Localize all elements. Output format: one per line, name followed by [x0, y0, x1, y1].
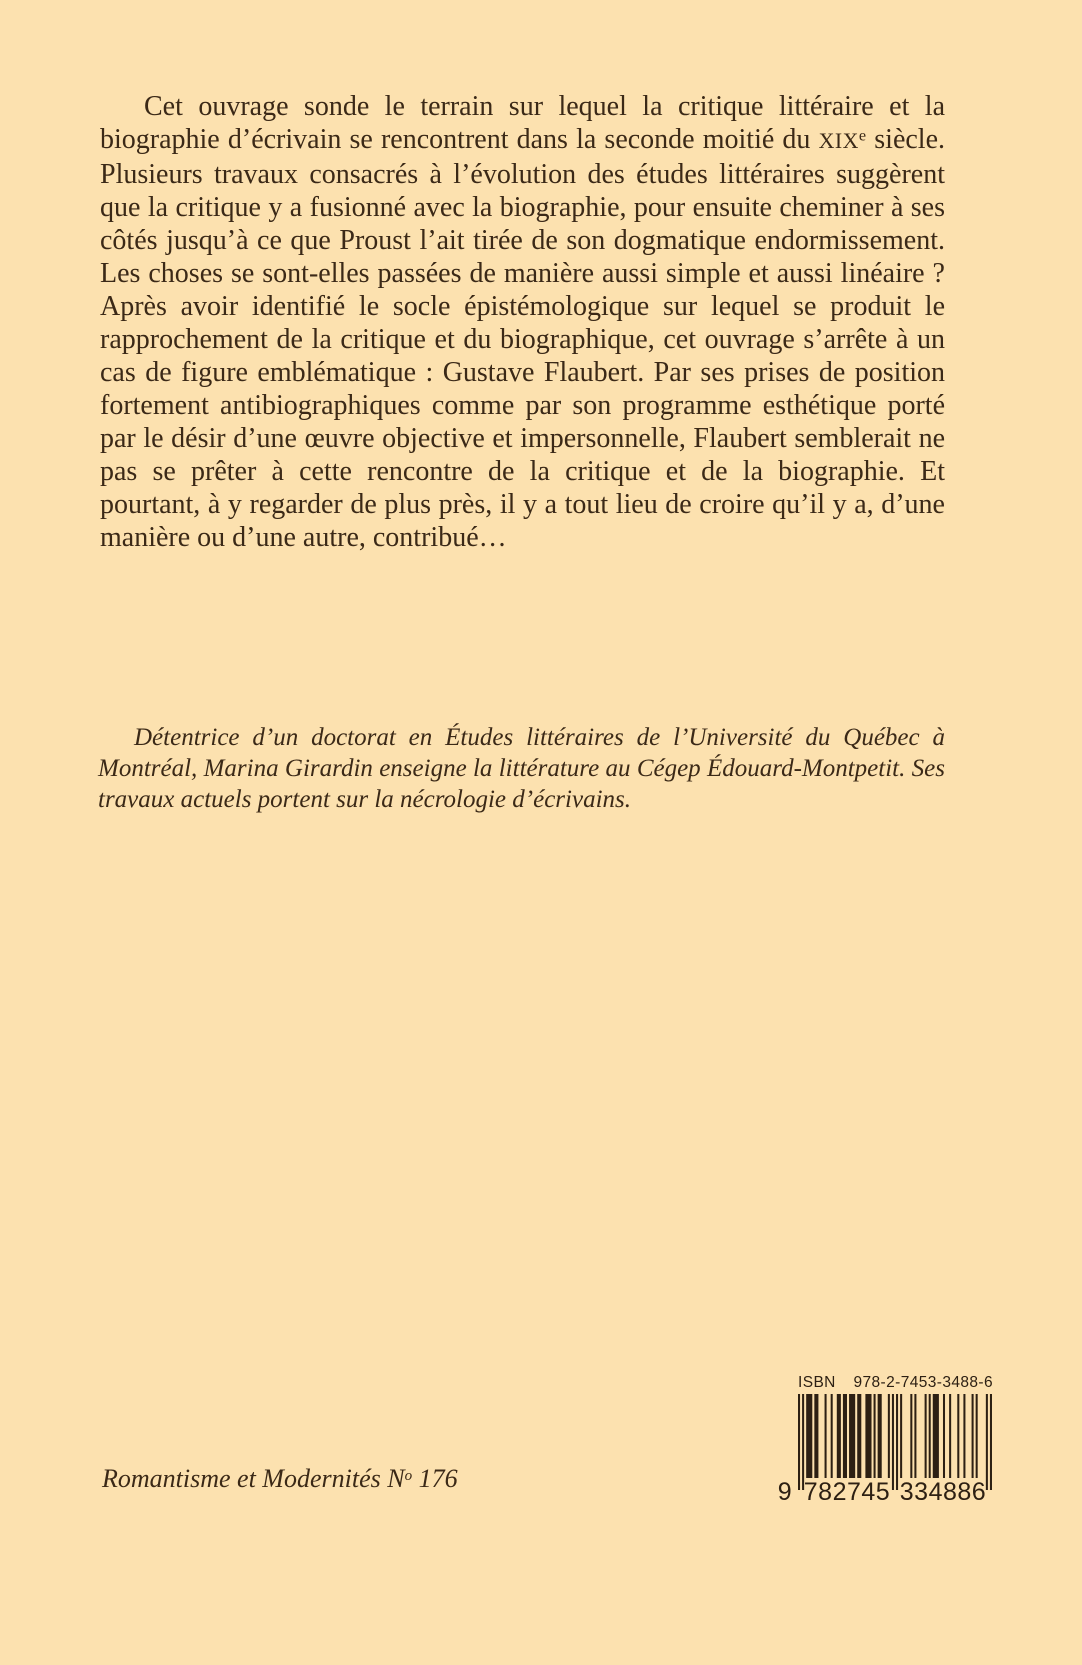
- collection-name: Romantisme et Modernités N: [102, 1464, 405, 1493]
- collection-title: [102, 1464, 458, 1494]
- synopsis-text-end: siècle. Plusieurs travaux consacrés à l’évolution des études littéraires suggèrent que la critique y a fusionné avec la biographie, pour ensuite cheminer à ses côtés jusqu’à ce que Proust l’ait tirée de son dogmatique endormissement. Les choses se sont-elles passées de manière aussi simple et aussi linéaire ? Après avoir identifié le socle épistémologique sur lequel se produit le rapprochement de la critique et du biographique, cet ouvrage s’arrête à un cas de figure emblématique : Gustave Flaubert. Par ses prises de position fortement antibiographiques comme par son programme esthétique porté par le désir d’une œuvre objective et impersonnelle, Flaubert semblerait ne pas se prêter à cette rencontre de la critique et de la biographie. Et pourtant, à y regarder de plus près, il y a tout lieu de croire qu’il y a, d’une manière ou d’une autre, contribué…: [100, 124, 946, 553]
- synopsis-text-start: Cet ouvrage sonde le terrain sur lequel la critique littéraire et la biographie d’écrivain se rencontrent dans la seconde moitié du: [100, 91, 945, 155]
- century-superscript: e: [858, 126, 867, 145]
- isbn-number: 978-2-7453-3488-6: [853, 1374, 993, 1391]
- isbn-barcode: [771, 1374, 997, 1511]
- century-smallcaps: XIX: [818, 129, 859, 153]
- collection-number: 176: [418, 1464, 458, 1493]
- isbn-line: [798, 1374, 993, 1392]
- ean13-barcode: [771, 1394, 997, 1511]
- collection-number-superscript: o: [404, 1468, 413, 1485]
- svg-text:9: 9: [777, 1478, 793, 1506]
- synopsis-paragraph: [100, 90, 945, 554]
- svg-text:334886: 334886: [899, 1478, 987, 1506]
- isbn-label: ISBN: [798, 1374, 836, 1391]
- author-bio: Détentrice d’un doctorat en Études littéraires de l’Université du Québec à Montréal, Marina Girardin enseigne la littérature au Cégep Édouard-Montpetit. Ses travaux actuels portent sur la nécrologie d’écrivains.: [98, 724, 945, 813]
- svg-text:782745: 782745: [803, 1478, 891, 1506]
- ean13-svg: [771, 1394, 997, 1506]
